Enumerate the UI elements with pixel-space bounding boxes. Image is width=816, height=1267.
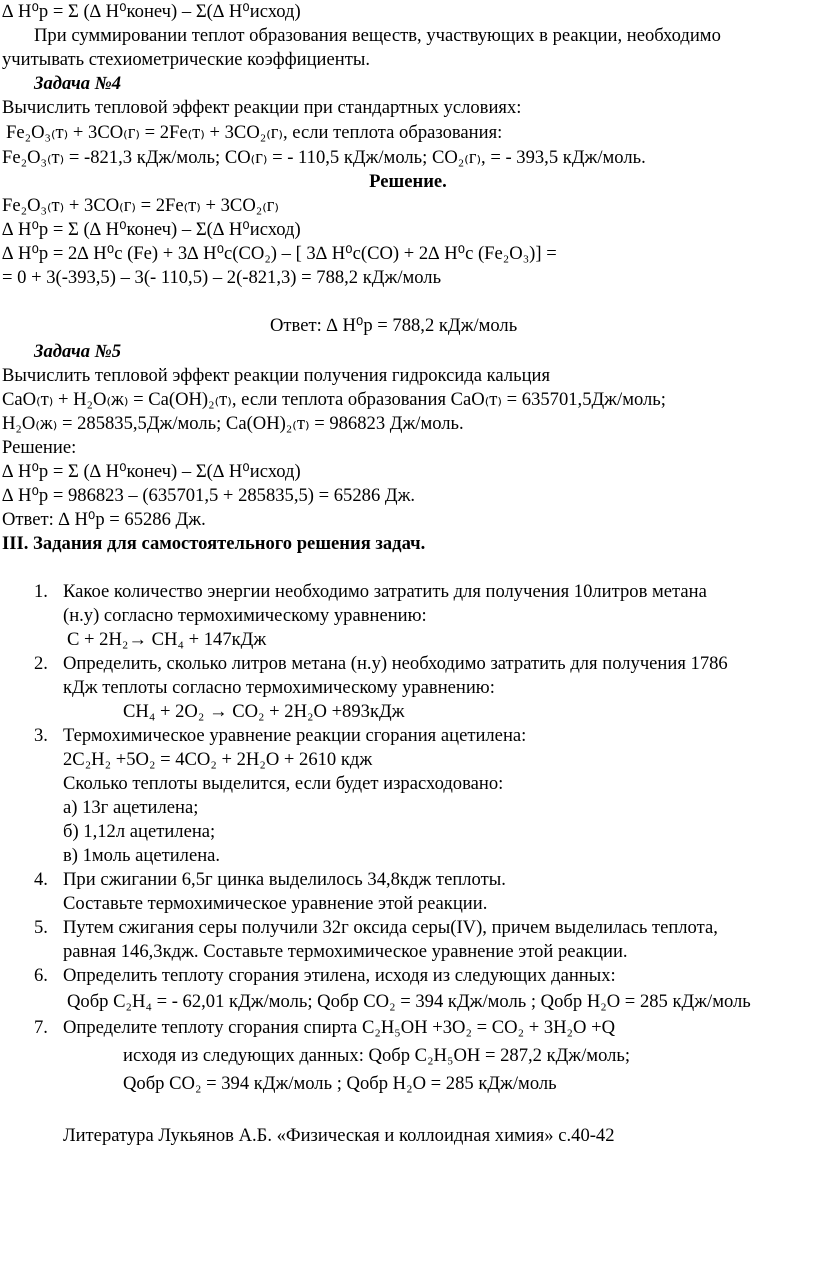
task-subitem: а) 13г ацетилена; [63,797,199,818]
formula-line: ∆ H⁰р = Σ (∆ H⁰конеч) – Σ(∆ H⁰исход) [2,219,301,240]
task-number: 2. [34,653,48,674]
equation-line: H₂O₍ж₎ = 285835,5Дж/моль; Ca(OH)₂₍т₎ = 986823 Дж/моль. [2,413,464,434]
formula-line: ∆ H⁰р = Σ (∆ H⁰конеч) – Σ(∆ H⁰исход) [2,461,301,482]
task-line: Составьте термохимическое уравнение этой реакции. [63,893,488,914]
paragraph-line: Вычислить тепловой эффект реакции при стандартных условиях: [2,97,522,118]
task-line: Сколько теплоты выделится, если будет израсходовано: [63,773,504,794]
task-number: 1. [34,581,48,602]
task-line: (н.у) согласно термохимическому уравнению: [63,605,427,626]
task-line: равная 146,3кдж. Составьте термохимическое уравнение этой реакции. [63,941,628,962]
calculation-line: = 0 + 3(-393,5) – 3(- 110,5) – 2(-821,3) = 788,2 кДж/моль [2,267,442,288]
answer-line: Ответ: ∆ H⁰р = 788,2 кДж/моль [270,315,518,336]
task-equation: 2C₂H₂ +5O₂ = 4CO₂ + 2H₂O + 2610 кдж [63,749,373,770]
paragraph-line: Вычислить тепловой эффект реакции получения гидроксида кальция [2,365,551,386]
formula-line: ∆ H⁰р = 2∆ H⁰с (Fe) + 3∆ H⁰с(CO₂) – [ 3∆ H⁰с(CO) + 2∆ H⁰с (Fe₂O₃)] = [2,243,557,264]
task-equation: С + 2H₂→ CH₄ + 147кДж [67,629,267,650]
task-subitem: б) 1,12л ацетилена; [63,821,216,842]
equation-line: Fe₂O₃₍т₎ = -821,3 кДж/моль; CO₍г₎ = - 110,5 кДж/моль; CO₂₍г₎, = - 393,5 кДж/моль. [2,147,646,168]
task-subitem: в) 1моль ацетилена. [63,845,221,866]
paragraph-line: Решение: [2,437,77,458]
task-number: 3. [34,725,48,746]
task-heading: Задача №4 [34,73,122,94]
equation-line: Fe₂O₃₍т₎ + 3CO₍г₎ = 2Fe₍т₎ + 3CO₂₍г₎, если теплота образования: [6,122,503,143]
task-line: Определите теплоту сгорания спирта C₂H₅OH +3O₂ = CO₂ + 3H₂O +Q [63,1017,616,1038]
task-line: Какое количество энергии необходимо затратить для получения 10литров метана [63,581,707,602]
task-equation: CH₄ + 2O₂ → CO₂ + 2H₂O +893кДж [123,701,405,722]
section-heading: III. Задания для самостоятельного решения задач. [2,533,426,554]
paragraph-line: При суммировании теплот образования веществ, участвующих в реакции, необходимо [34,25,721,46]
task-line: кДж теплоты согласно термохимическому уравнению: [63,677,495,698]
task-data-line: Qобр C₂H₄ = - 62,01 кДж/моль; Qобр CO₂ = 394 кДж/моль ; Qобр H₂O = 285 кДж/моль [67,991,751,1012]
task-data-line: исходя из следующих данных: Qобр C₂H₅OH = 287,2 кДж/моль; [123,1045,631,1066]
calculation-line: ∆ H⁰р = 986823 – (635701,5 + 285835,5) = 65286 Дж. [2,485,416,506]
equation-line: Fe₂O₃₍т₎ + 3CO₍г₎ = 2Fe₍т₎ + 3CO₂₍г₎ [2,195,279,216]
task-number: 5. [34,917,48,938]
task-line: При сжигании 6,5г цинка выделилось 34,8кдж теплоты. [63,869,506,890]
equation-line: CaO₍т₎ + H₂O₍ж₎ = Ca(OH)₂₍т₎, если теплота образования CaO₍т₎ = 635701,5Дж/моль; [2,389,666,410]
solution-heading: Решение. [369,171,447,192]
formula-line: ∆ H⁰р = Σ (∆ H⁰конеч) – Σ(∆ H⁰исход) [2,1,301,22]
paragraph-line: учитывать стехиометрические коэффициенты. [2,49,370,70]
task-line: Путем сжигания серы получили 32г оксида серы(IV), причем выделилась теплота, [63,917,718,938]
task-line: Определить теплоту сгорания этилена, исходя из следующих данных: [63,965,616,986]
task-data-line: Qобр CO₂ = 394 кДж/моль ; Qобр H₂O = 285 кДж/моль [123,1073,557,1094]
answer-line: Ответ: ∆ H⁰р = 65286 Дж. [2,509,206,530]
task-line: Определить, сколько литров метана (н.у) необходимо затратить для получения 1786 [63,653,728,674]
task-heading: Задача №5 [34,341,122,362]
literature-reference: Литература Лукьянов А.Б. «Физическая и коллоидная химия» с.40-42 [63,1125,615,1146]
task-line: Термохимическое уравнение реакции сгорания ацетилена: [63,725,527,746]
task-number: 4. [34,869,48,890]
task-number: 7. [34,1017,48,1038]
task-number: 6. [34,965,48,986]
